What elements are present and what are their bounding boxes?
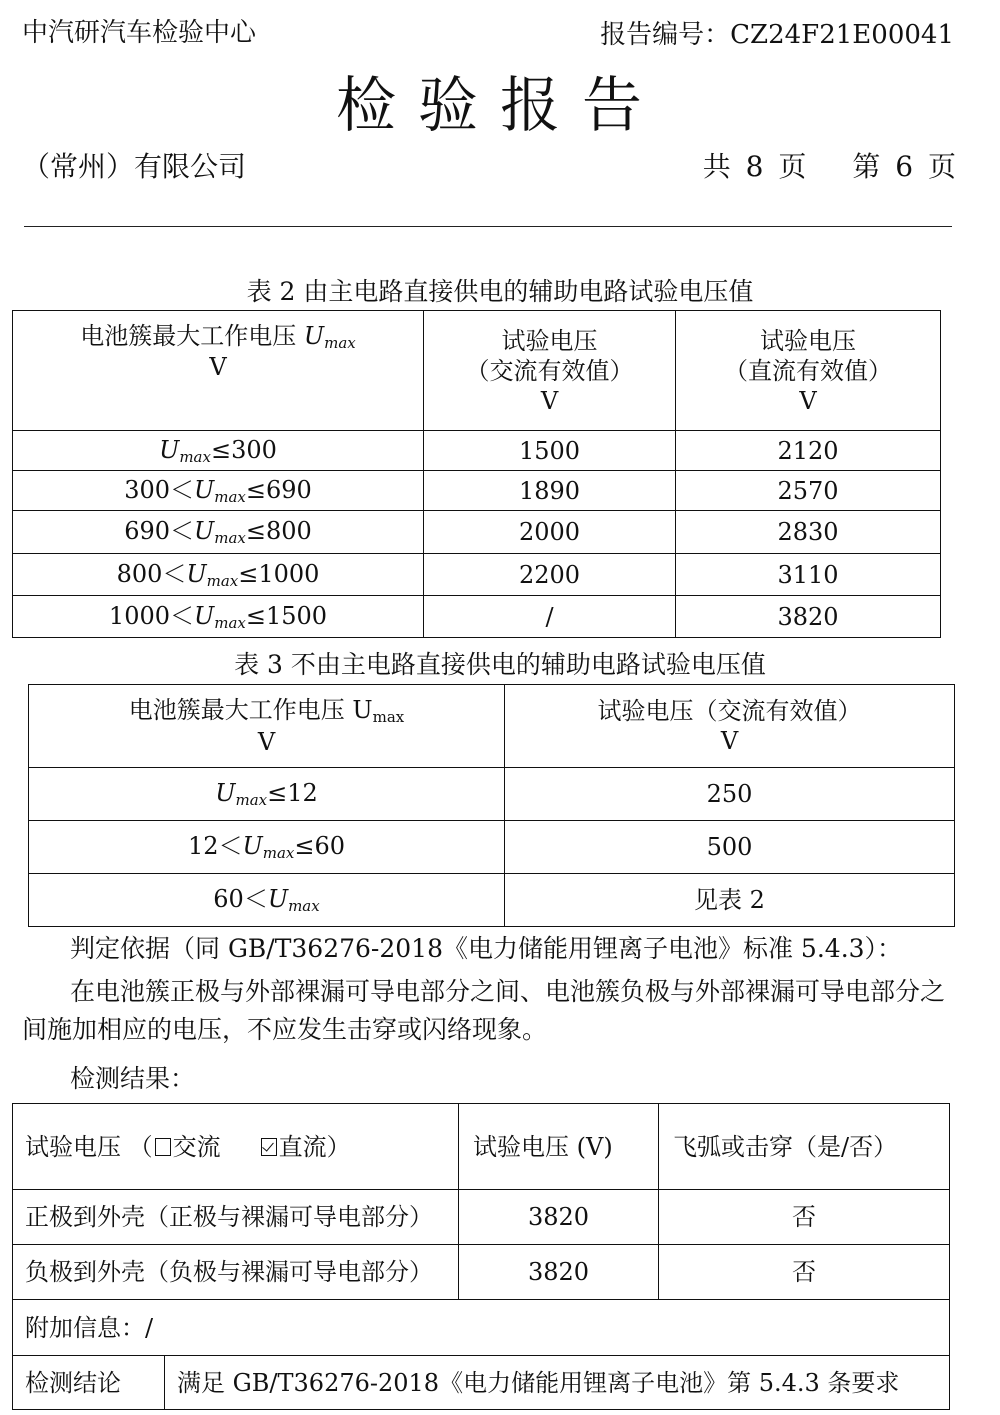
report-number-label: 报告编号： — [600, 20, 731, 50]
page-counter — [703, 145, 956, 185]
test-voltage: 3820 — [459, 1245, 659, 1300]
voltage-range: $1000<U_{max}\le 1500$ — [13, 596, 424, 638]
report-number — [600, 14, 954, 51]
ac-value: 2200 — [424, 554, 676, 596]
test-voltage: 3820 — [459, 1190, 659, 1245]
results-header-result: 飞弧或击穿（是/否） — [659, 1104, 950, 1190]
dc-label: 直流） — [278, 1132, 351, 1161]
table2-header-voltage: 电池簇最大工作电压 $U_{max}$ V — [13, 311, 424, 431]
table3-caption: 表 3 不由主电路直接供电的辅助电路试验电压值 — [234, 650, 766, 679]
table-row — [13, 471, 941, 511]
criteria-text: 在电池簇正极与外部裸漏可导电部分之间、电池簇负极与外部裸漏可导电部分之间施加相应的电压，不应发生击穿或闪络现象。 — [22, 977, 946, 1044]
dc-value: 2830 — [676, 511, 941, 554]
ac-value: / — [424, 596, 676, 638]
table-row — [29, 768, 955, 821]
ac-value: 1500 — [424, 431, 676, 471]
table-row — [29, 874, 955, 927]
page-title: 检验报告 — [336, 71, 664, 141]
dc-value: 2120 — [676, 431, 941, 471]
results-header-voltage: 试验电压 (V) — [459, 1104, 659, 1190]
conclusion-text: 满足 GB/T36276-2018《电力储能用锂离子电池》第 5.4.3 条要求 — [165, 1356, 950, 1410]
table-row — [13, 431, 941, 471]
table3-header-row — [29, 685, 955, 768]
table-row — [13, 1245, 950, 1300]
table-row — [13, 596, 941, 638]
conclusion-row — [13, 1356, 950, 1410]
ac-value: 250 — [505, 768, 955, 821]
extra-info-row — [13, 1300, 950, 1356]
pages-total: 共 8 页 — [702, 150, 807, 183]
voltage-range: $U_{max}\le 12$ — [29, 768, 505, 821]
org-name: 中汽研汽车检验中心 — [22, 18, 257, 48]
page-current: 第 6 页 — [852, 150, 956, 183]
ac-value: 1890 — [424, 471, 676, 511]
voltage-range: $300<U_{max}\le 690$ — [13, 471, 424, 511]
table-row — [29, 821, 955, 874]
test-item: 正极到外壳（正极与裸漏可导电部分） — [13, 1190, 459, 1245]
table-row — [13, 511, 941, 554]
table3-header-ac: 试验电压（交流有效值） V — [505, 685, 955, 768]
table3-header-voltage: 电池簇最大工作电压 $U_{max}$ V — [29, 685, 505, 768]
table2-header-row — [13, 311, 941, 431]
results-header-row — [13, 1104, 950, 1190]
test-item: 负极到外壳（负极与裸漏可导电部分） — [13, 1245, 459, 1300]
report-number-value: CZ24F21E00041 — [730, 20, 954, 50]
results-label: 检测结果： — [70, 1064, 196, 1093]
table2-header-ac: 试验电压 （交流有效值） V — [424, 311, 676, 431]
table-row — [13, 554, 941, 596]
ac-checkbox[interactable] — [155, 1138, 171, 1156]
table2-header-dc: 试验电压 （直流有效值） V — [676, 311, 941, 431]
table2 — [12, 310, 941, 638]
dc-value: 2570 — [676, 471, 941, 511]
results-header-voltage-type: 试验电压 （ 交流 直流） — [13, 1104, 459, 1190]
ac-value: 2000 — [424, 511, 676, 554]
voltage-range: $690<U_{max}\le 800$ — [13, 511, 424, 554]
table3 — [28, 684, 955, 927]
ac-value: 500 — [505, 821, 955, 874]
header-divider — [24, 226, 952, 227]
test-result: 否 — [659, 1190, 950, 1245]
org-name-sub: （常州）有限公司 — [22, 150, 247, 183]
extra-info: 附加信息：/ — [13, 1300, 950, 1356]
voltage-range: $800<U_{max}\le 1000$ — [13, 554, 424, 596]
dc-value: 3820 — [676, 596, 941, 638]
table-row — [13, 1190, 950, 1245]
criteria-basis: 判定依据（同 GB/T36276-2018《电力储能用锂离子电池》标准 5.4.3）： — [70, 934, 903, 963]
ac-label: 交流 — [172, 1132, 221, 1161]
results-table — [12, 1103, 950, 1410]
ac-value: 见表 2 — [505, 874, 955, 927]
dc-checkbox[interactable] — [261, 1138, 277, 1156]
dc-value: 3110 — [676, 554, 941, 596]
test-result: 否 — [659, 1245, 950, 1300]
voltage-range: $U_{max}\le 300$ — [13, 431, 424, 471]
conclusion-label: 检测结论 — [13, 1356, 165, 1410]
voltage-range: $60<U_{max}$ — [29, 874, 505, 927]
voltage-range: $12<U_{max}\le 60$ — [29, 821, 505, 874]
table2-caption: 表 2 由主电路直接供电的辅助电路试验电压值 — [246, 277, 754, 306]
